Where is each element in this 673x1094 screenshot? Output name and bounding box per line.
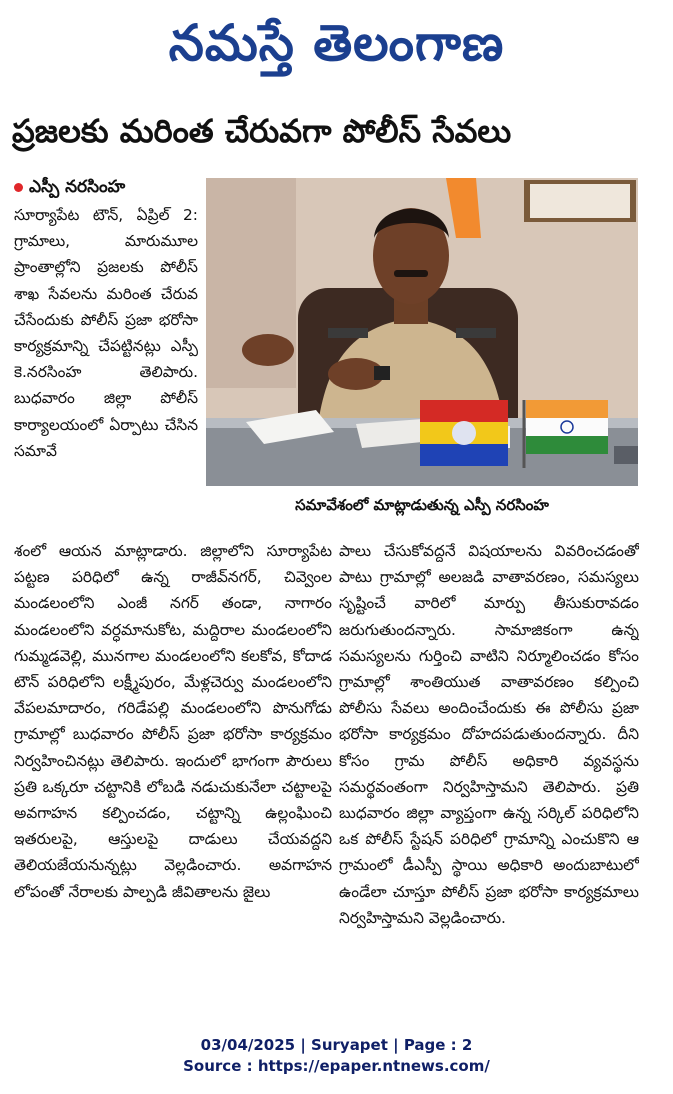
article-intro-column xyxy=(14,202,198,538)
article-body-left-column xyxy=(14,538,332,1028)
byline-text: ఎస్పీ నరసింహ xyxy=(29,177,126,197)
masthead-title: నమస్తే తెలంగాణ xyxy=(168,14,505,72)
photo-caption: సమావేశంలో మాట్లాడుతున్న ఎస్పీ నరసింహ xyxy=(295,496,549,514)
article-photo xyxy=(206,178,638,486)
article-headline: ప్రజలకు మరింత చేరువగా పోలీస్ సేవలు xyxy=(12,112,512,150)
right-column-paragraph: పాలు చేసుకోవద్దనే విషయాలను వివరించడంతో పాటు గ్రామాల్లో అలజడి వాతావరణం, సమస్యలు సృష్టించే వారిలో మార్పు తీసుకురావడం జరుగుతుందన్నారు. సామాజికంగా ఉన్న సమస్యలను గుర్తించి వాటిని నిర్మూలించడం కోసం గ్రామాల్లో శాంతియుత వాతావరణం కల్పించి పోలీసు సేవలు అందించేందుకు ఈ పోలీసు ప్రజా భరోసా కార్యక్రమం దోహదపడుతుందన్నారు. దీని కోసం గ్రామ పోలీస్ అధికారి వ్యవస్థను సమర్థవంతంగా నిర్వహిస్తామని తెలిపారు. ప్రతి బుధవారం జిల్లా వ్యాప్తంగా ఉన్న సర్కిల్ పరిధిలోని ఒక పోలీస్ స్టేషన్ పరిధిలో గ్రామాన్ని ఎంచుకొని ఆ గ్రామంలో డీఎస్పీ స్థాయి అధికారి అందుబాటులో ఉండేలా చూస్తూ పోలీస్ ప్రజా భరోసా కార్యక్రమాలు నిర్వహిస్తామని వెల్లడించారు. xyxy=(339,542,639,927)
intro-paragraph: సూర్యాపేట టౌన్, ఏప్రిల్ 2: గ్రామాలు, మారుమూల ప్రాంతాల్లోని ప్రజలకు పోలీస్ శాఖ సేవలను మరింత చేరువ చేసేందుకు పోలీస్ ప్రజా భరోసా కార్యక్రమాన్ని చేపట్టినట్లు ఎస్పీ కె.నరసింహ తెలిపారు. బుధవారం జిల్లా పోలీస్ కార్యాలయంలో ఏర్పాటు చేసిన సమావే xyxy=(14,206,198,460)
article-byline xyxy=(14,176,125,198)
bullet-dot-icon xyxy=(14,183,23,192)
left-column-paragraph: శంలో ఆయన మాట్లాడారు. జిల్లాలోని సూర్యాపేట పట్టణ పరిధిలో ఉన్న రాజీవ్‌నగర్, చివ్వెంల మండలంలోని ఎంజీ నగర్ తండా, నాగారం మండలంలోని వర్ధమానుకోట, మద్దిరాల మండలంలోని గుమ్మడవెల్లి, మునగాల మండలంలోని కలకోవ, కోదాడ టౌన్ పరిధిలోని లక్ష్మీపురం, మేళ్లచెర్వు మండలంలోని వేపలమాదారం, గరిడేపల్లి మండలంలోని పొనుగోడు గ్రామాల్లో బుధవారం పోలీస్ ప్రజా భరోసా కార్యక్రమం నిర్వహించినట్లు తెలిపారు. ఇందులో భాగంగా పౌరులు ప్రతి ఒక్కరూ చట్టానికి లోబడి నడుచుకునేలా చట్టాలపై అవగాహన కల్పించడం, చట్టాన్ని ఉల్లంఘించి ఇతరులపై, ఆస్తులపై దాడులు చేయవద్దని తెలియజేయనున్నట్లు వెల్లడించారు. అవగాహన లోపంతో నేరాలకు పాల్పడి జీవితాలను జైలు xyxy=(14,542,332,901)
footer-source-link[interactable]: Source : https://epaper.ntnews.com/ xyxy=(183,1057,490,1075)
officer-at-desk-illustration xyxy=(206,178,638,486)
footer-date-edition: 03/04/2025 | Suryapet | Page : 2 xyxy=(200,1036,473,1054)
newspaper-masthead xyxy=(0,8,673,78)
article-body-right-column xyxy=(339,538,639,1028)
